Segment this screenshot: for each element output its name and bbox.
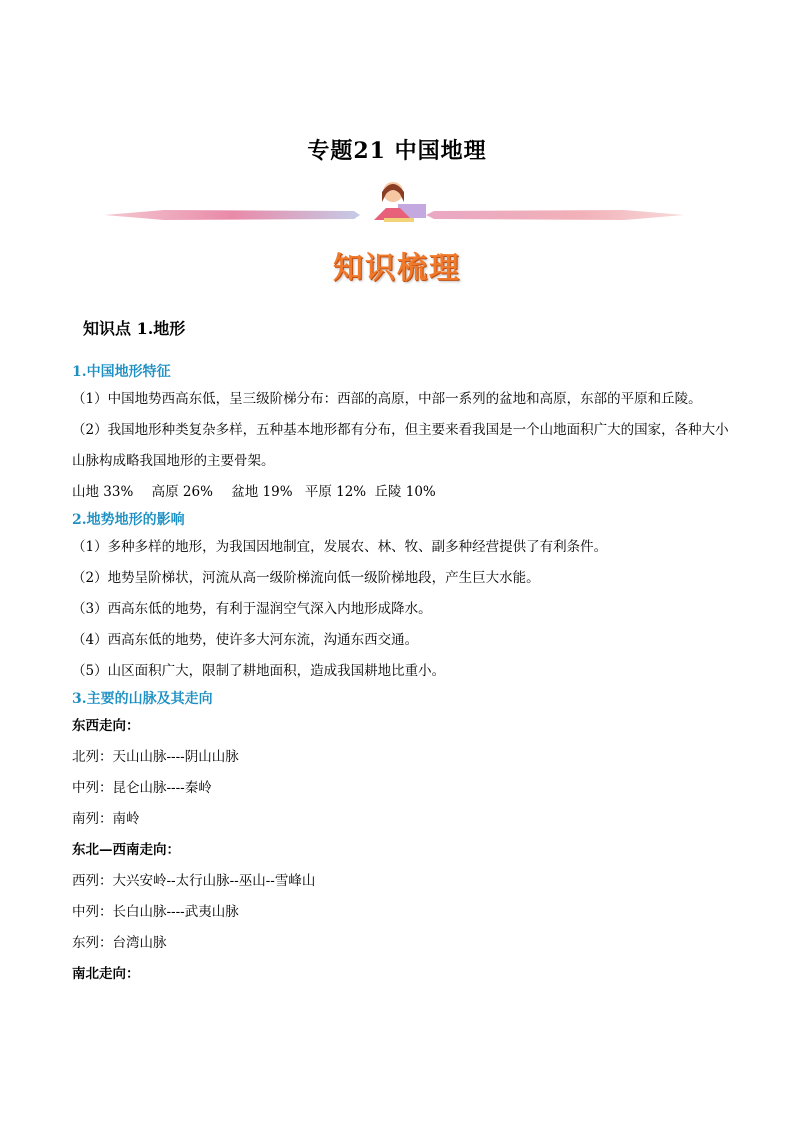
list-item: 东列：台湾山脉: [72, 935, 167, 951]
stat-item: 丘陵 10%: [374, 484, 436, 500]
subheading-northeast-southwest: 东北—西南走向：: [72, 842, 180, 858]
knowledge-point-heading: 知识点 1.地形: [83, 319, 186, 338]
right-ribbon: [426, 210, 684, 220]
list-item: （2）地势呈阶梯状，河流从高一级阶梯流向低一级阶梯地段，产生巨大水能。: [72, 570, 540, 586]
paragraph: （2）我国地形种类复杂多样，五种基本地形都有分布，但主要来看我国是一个山地面积广大的国家，各种大小山脉构成略我国地形的主要骨架。: [72, 422, 729, 469]
list-item: 中列：昆仑山脉----秦岭: [72, 780, 212, 796]
page-title: 专题21 中国地理: [307, 138, 487, 164]
subheading-east-west: 东西走向：: [72, 718, 140, 734]
paragraph: （1）中国地势西高东低，呈三级阶梯分布：西部的高原，中部一系列的盆地和高原，东部的平原和丘陵。: [72, 391, 702, 407]
list-item: 中列：长白山脉----武夷山脉: [72, 904, 239, 920]
list-item: （3）西高东低的地势，有利于湿润空气深入内地形成降水。: [72, 601, 432, 617]
list-item: （1）多种多样的地形，为我国因地制宜，发展农、林、牧、副多种经营提供了有利条件。: [72, 539, 608, 555]
section-heading-mountains: 3.主要的山脉及其走向: [72, 691, 213, 707]
stat-item: 平原 12%: [304, 484, 367, 500]
list-item: 北列：天山山脉----阴山山脉: [72, 749, 239, 765]
landform-stats: [72, 477, 732, 508]
list-item: （5）山区面积广大，限制了耕地面积，造成我国耕地比重小。: [72, 663, 446, 679]
stat-item: 高原 26%: [151, 484, 213, 500]
left-ribbon: [104, 210, 360, 220]
subheading-north-south: 南北走向：: [72, 966, 140, 982]
section-banner: 知识梳理: [333, 251, 461, 286]
stat-item: 盆地 19%: [231, 484, 293, 500]
list-item: 南列：南岭: [72, 811, 140, 827]
list-item: （4）西高东低的地势，使许多大河东流，沟通东西交通。: [72, 632, 419, 648]
main-content: [72, 360, 732, 990]
list-item: 西列：大兴安岭--太行山脉--巫山--雪峰山: [72, 873, 316, 889]
section-heading-landform-features: 1.中国地形特征: [72, 364, 171, 380]
title-divider: [104, 178, 686, 224]
section-heading-terrain-influence: 2.地势地形的影响: [72, 512, 185, 528]
girl-icon: [374, 182, 426, 222]
stat-item: 山地 33%: [72, 484, 134, 500]
